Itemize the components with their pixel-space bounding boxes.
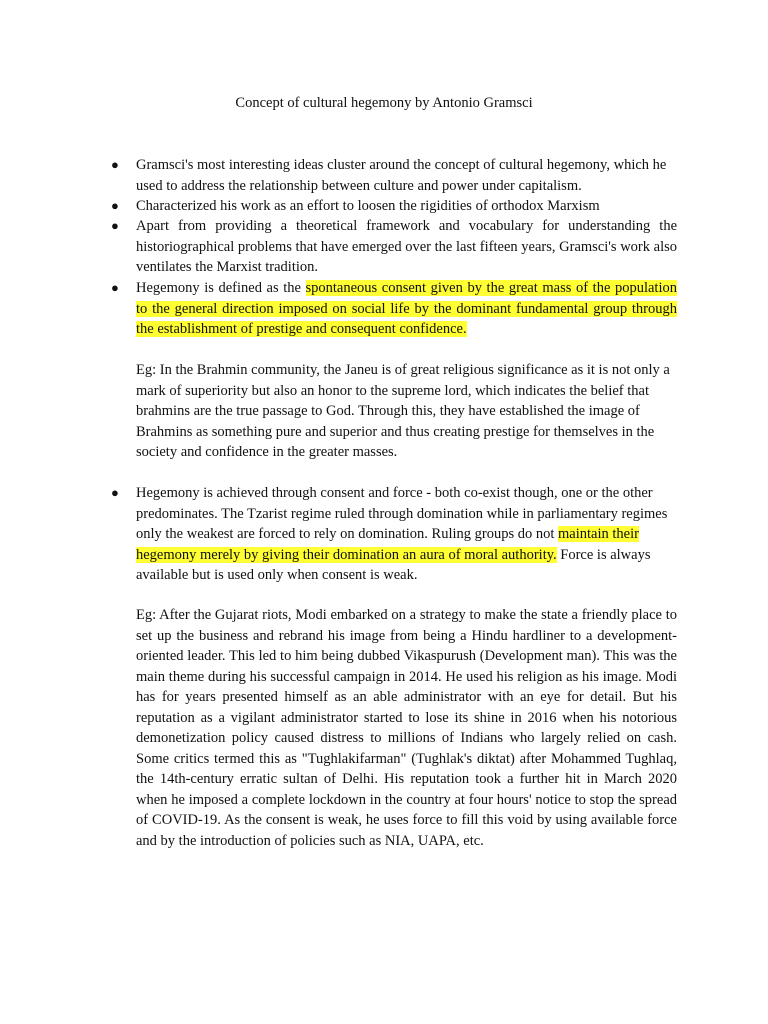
bullet-item-4 xyxy=(136,278,677,340)
bullet-item-5 xyxy=(136,483,677,586)
bullet-marker: ● xyxy=(111,198,119,213)
bullet-item-5-text-a: Hegemony is achieved through consent and force - both co-exist though, one or the other predominates. The Tzarist regime ruled through domination while in parliamentary regimes only the weakest are forced to rely on domination. Ruling groups do not xyxy=(136,485,668,542)
bullet-marker: ● xyxy=(111,280,119,295)
highlighted-statement: maintain their hegemony merely by giving their domination an aura of moral authority. xyxy=(136,526,639,563)
bullet-item-5-text-b: Force is always available but is used only when consent is weak. xyxy=(136,546,651,583)
document-title: Concept of cultural hegemony by Antonio Gramsci xyxy=(235,95,533,111)
bullet-item-3: Apart from providing a theoretical framework and vocabulary for understanding the historiographical problems that have emerged over the last fifteen years, Gramsci's work also ventilates the Marxist tradition. xyxy=(136,218,677,275)
bullet-item-4-text: Hegemony is defined as the xyxy=(136,280,306,296)
bullet-item-2: Characterized his work as an effort to loosen the rigidities of orthodox Marxism xyxy=(136,198,600,214)
bullet-marker: ● xyxy=(111,218,119,233)
bullet-marker: ● xyxy=(111,485,119,500)
highlighted-definition: spontaneous consent given by the great mass of the population to the general direction imposed on social life by the dominant fundamental group through the establishment of prestige and consequent confidence. xyxy=(136,280,677,337)
bullet-item-1: Gramsci's most interesting ideas cluster around the concept of cultural hegemony, which he used to address the relationship between culture and power under capitalism. xyxy=(136,157,667,194)
example-paragraph-1: Eg: In the Brahmin community, the Janeu is of great religious significance as it is not only a mark of superiority but also an honor to the supreme lord, which indicates the belief that brahmins are the true passage to God. Through this, they have established the image of Brahmins as something pure and superior and thus creating prestige for themselves in the society and confidence in the greater masses. xyxy=(136,362,670,460)
example-paragraph-2: Eg: After the Gujarat riots, Modi embarked on a strategy to make the state a friendly place to set up the business and rebrand his image from being a Hindu hardliner to a development-oriented leader. This led to him being dubbed Vikaspurush (Development man). This was the main theme during his successful campaign in 2014. He used his religion as his image. Modi has for years presented himself as an able administrator with an eye for detail. But his reputation as a vigilant administrator started to lose its shine in 2016 when his notorious demonetization policy caused distress to millions of Indians who largely relied on cash. Some critics termed this as "Tughlakifarman" (Tughlak's diktat) after Mohammed Tughlaq, the 14th-century erratic sultan of Delhi. His reputation took a further hit in March 2020 when he imposed a complete lockdown in the country at four hours' notice to stop the spread of COVID-19. As the consent is weak, he uses force to fill this void by using available force and by the introduction of policies such as NIA, UAPA, etc. xyxy=(136,607,677,849)
bullet-marker: ● xyxy=(111,157,119,172)
